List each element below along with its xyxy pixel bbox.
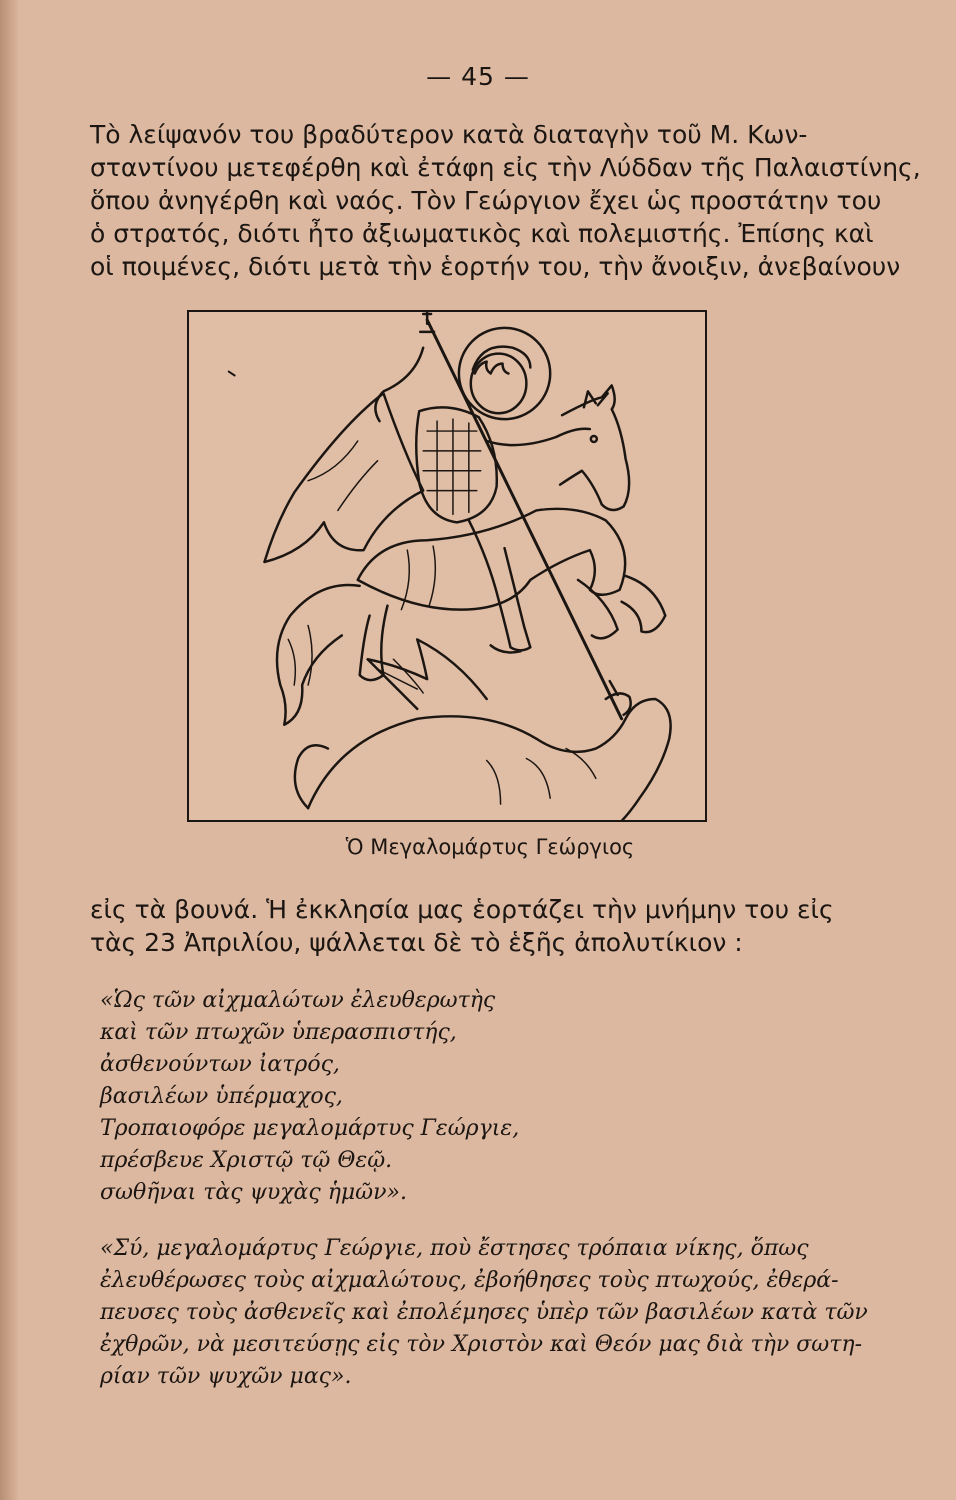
feast-paragraph	[90, 893, 860, 959]
horse-tail-shape	[277, 585, 360, 725]
text-line: Τὸ λείψανόν του βραδύτερον κατὰ διαταγὴν τοῦ Μ. Κων-	[90, 120, 808, 149]
text-line: τὰς 23 Ἀπριλίου, ψάλλεται δὲ τὸ ἑξῆς ἀπολυτίκιον :	[90, 928, 743, 957]
horse-head-shape	[560, 385, 629, 510]
text-line: ὅπου ἀνηγέρθη καὶ ναός. Τὸν Γεώργιον ἔχει ὡς προστάτην του	[90, 186, 882, 215]
prayer-paragraph	[100, 1233, 868, 1393]
intro-paragraph	[90, 118, 921, 283]
hymn-line: σωθῆναι τὰς ψυχὰς ἡμῶν».	[100, 1180, 407, 1205]
text-line: σταντίνου μετεφέρθη καὶ ἐτάφη εἰς τὴν Λύδδαν τῆς Παλαιστίνης,	[90, 153, 921, 182]
text-line: ὁ στρατός, διότι ἦτο ἀξιωματικὸς καὶ πολεμιστής. Ἐπίσης καὶ	[90, 219, 874, 248]
prayer-line: «Σύ, μεγαλομάρτυς Γεώργιε, ποὺ ἔστησες τρόπαια νίκης, ὅπως	[100, 1236, 809, 1261]
text-line: εἰς τὰ βουνά. Ἡ ἐκκλησία μας ἑορτάζει τὴν μνήμην του εἰς	[90, 895, 834, 924]
saint-george-illustration	[187, 310, 707, 822]
hymn-line: «Ὡς τῶν αἰχμαλώτων ἐλευθερωτὴς	[100, 988, 496, 1013]
rider-body-shape	[416, 407, 497, 522]
horse-body-shape	[358, 509, 625, 610]
prayer-line: ἐλευθέρωσες τοὺς αἰχμαλώτους, ἐβοήθησες τοὺς πτωχούς, ἐθερά-	[100, 1268, 839, 1293]
hymn-line: Τροπαιοφόρε μεγαλομάρτυς Γεώργιε,	[100, 1116, 520, 1141]
hymn-line: καὶ τῶν πτωχῶν ὑπερασπιστής,	[100, 1020, 457, 1045]
apolytikion-hymn	[100, 985, 860, 1209]
dragon-shape	[308, 699, 671, 820]
hymn-line: ἀσθενούντων ἰατρός,	[100, 1052, 340, 1077]
page-number: — 45 —	[426, 62, 530, 91]
spear-shape	[427, 320, 621, 719]
hymn-line: πρέσβευε Χριστῷ τῷ Θεῷ.	[100, 1148, 393, 1173]
page-edge	[0, 0, 18, 1500]
text-line: οἱ ποιμένες, διότι μετὰ τὴν ἑορτήν του, τὴν ἄνοιξιν, ἀνεβαίνουν	[90, 252, 901, 281]
hymn-line: βασιλέων ὑπέρμαχος,	[100, 1084, 343, 1109]
prayer-line: ρίαν τῶν ψυχῶν μας».	[100, 1364, 352, 1389]
figure-caption: Ὁ Μεγαλομάρτυς Γεώργιος	[345, 835, 635, 859]
dragon-wing-shape	[368, 639, 487, 708]
prayer-line: ἐχθρῶν, νὰ μεσιτεύσῃς εἰς τὸν Χριστὸν καὶ Θεόν μας διὰ τὴν σωτη-	[100, 1332, 863, 1357]
head-shape	[471, 354, 527, 414]
prayer-line: πευσες τοὺς ἀσθενεῖς καὶ ἐπολέμησες ὑπὲρ τῶν βασιλέων κατὰ τῶν	[100, 1300, 868, 1325]
cape-shape	[264, 393, 423, 562]
